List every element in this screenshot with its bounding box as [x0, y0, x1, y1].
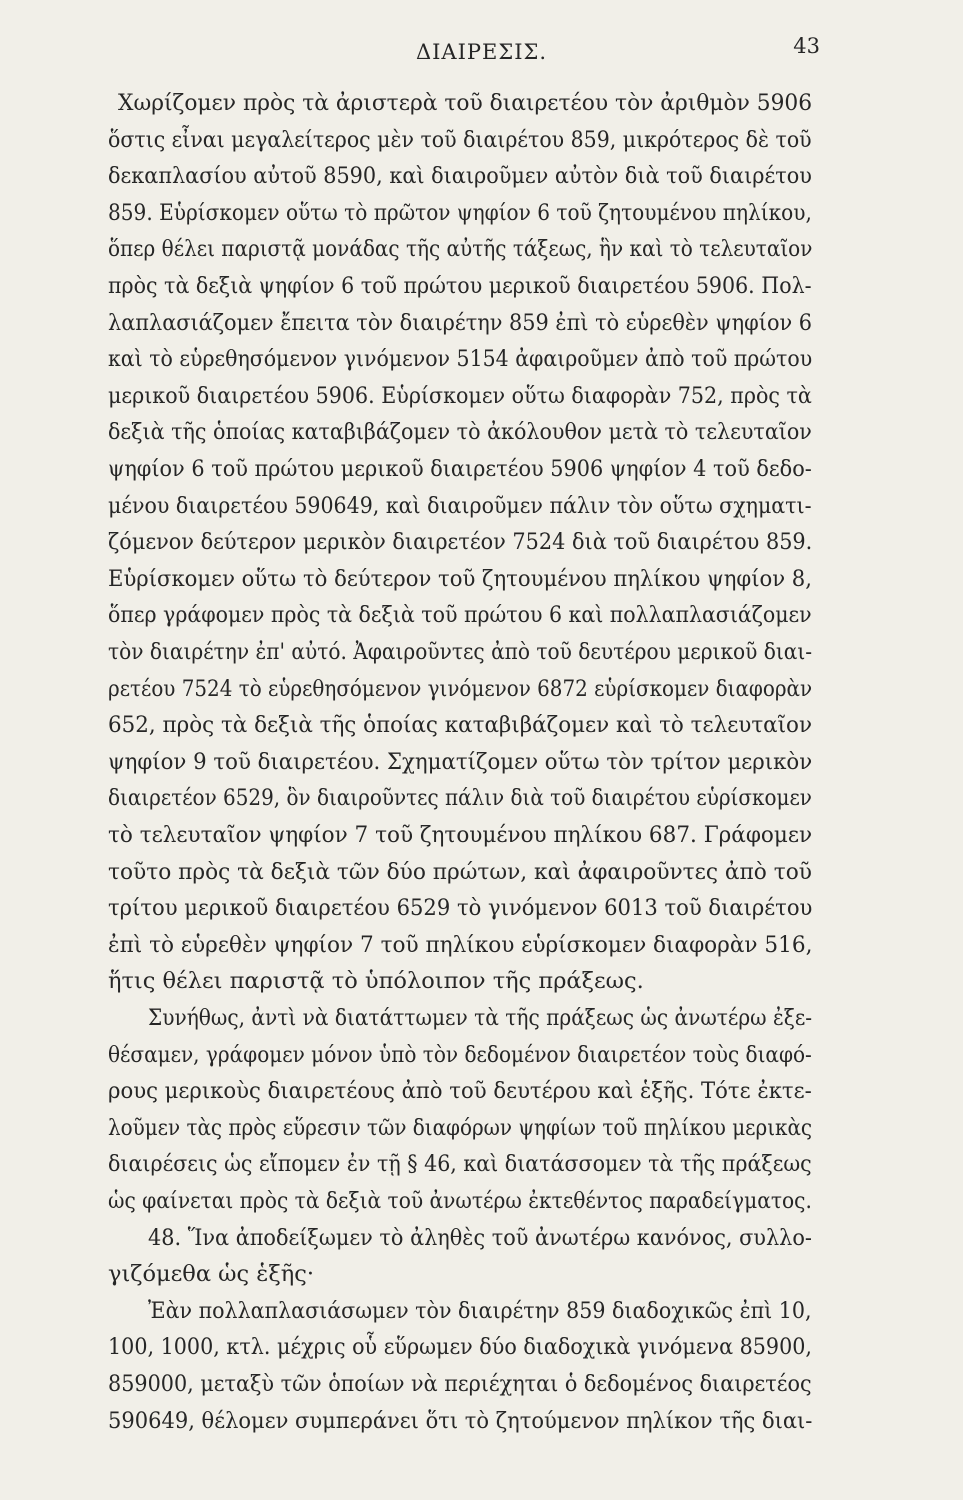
text-line: ρους μερικοὺς διαιρετέους ἀπὸ τοῦ δευτέρου καὶ ἑξῆς. Τότε ἐκτε-: [108, 1078, 812, 1105]
page-number: 43: [793, 34, 820, 58]
text-line: 652, πρὸς τὰ δεξιὰ τῆς ὁποίας καταβιβάζομεν καὶ τὸ τελευταῖον: [108, 712, 812, 739]
text-line: Συνήθως, ἀντὶ νὰ διατάττωμεν τὰ τῆς πράξεως ὡς ἀνωτέρω ἐξε-: [148, 1005, 813, 1031]
text-line: καὶ τὸ εὑρεθησόμενον γινόμενον 5154 ἀφαιροῦμεν ἀπὸ τοῦ πρώτου: [108, 346, 813, 373]
text-line: τρίτου μερικοῦ διαιρετέου 6529 τὸ γινόμενον 6013 τοῦ διαιρέτου: [108, 895, 813, 922]
text-line: τὸν διαιρέτην ἐπ' αὐτό. Ἀφαιροῦντες ἀπὸ τοῦ δευτέρου μερικοῦ διαι-: [108, 639, 813, 665]
text-line: ψηφίον 6 τοῦ πρώτου μερικοῦ διαιρετέου 5906 ψηφίον 4 τοῦ δεδο-: [108, 456, 812, 482]
text-line: ἥτις θέλει παριστᾷ τὸ ὑπόλοιπον τῆς πράξεως.: [108, 968, 644, 995]
text-line: γιζόμεθα ὡς ἑξῆς·: [108, 1261, 314, 1288]
text-line: λοῦμεν τὰς πρὸς εὕρεσιν τῶν διαφόρων ψηφίων τοῦ πηλίκου μερικὰς: [108, 1114, 813, 1141]
text-line: 100, 1000, κτλ. μέχρις οὗ εὕρωμεν δύο διαδοχικὰ γινόμενα 85900,: [108, 1334, 812, 1361]
running-head: ΔΙΑΙΡΕΣΙΣ.: [415, 40, 548, 64]
text-line: Ἐὰν πολλαπλασιάσωμεν τὸν διαιρέτην 859 διαδοχικῶς ἐπὶ 10,: [148, 1297, 812, 1324]
text-line: ὅστις εἶναι μεγαλείτερος μὲν τοῦ διαιρέτου 859, μικρότερος δὲ τοῦ: [108, 126, 812, 153]
text-line: τοῦτο πρὸς τὰ δεξιὰ τῶν δύο πρώτων, καὶ ἀφαιροῦντες ἀπὸ τοῦ: [108, 858, 812, 885]
text-line: ρετέου 7524 τὸ εὑρεθησόμενον γινόμενον 6872 εὑρίσκομεν διαφορὰν: [108, 675, 813, 702]
text-line: Εὑρίσκομεν οὕτω τὸ δεύτερον τοῦ ζητουμένου πηλίκου ψηφίον 8,: [108, 565, 812, 592]
text-line: πρὸς τὰ δεξιὰ ψηφίον 6 τοῦ πρώτου μερικοῦ διαιρετέου 5906. Πολ-: [108, 273, 812, 299]
text-line: ἐπὶ τὸ εὑρεθὲν ψηφίον 7 τοῦ πηλίκου εὑρίσκομεν διαφορὰν 516,: [108, 931, 813, 958]
text-line: τὸ τελευταῖον ψηφίον 7 τοῦ ζητουμένου πηλίκου 687. Γράφομεν: [108, 822, 813, 848]
text-line: μένου διαιρετέου 590649, καὶ διαιροῦμεν πάλιν τὸν οὕτω σχηματι-: [108, 492, 812, 519]
text-line: δεξιὰ τῆς ὁποίας καταβιβάζομεν τὸ ἀκόλουθον μετὰ τὸ τελευταῖον: [108, 419, 812, 446]
text-line: ζόμενον δεύτερον μερικὸν διαιρετέον 7524 διὰ τοῦ διαιρέτου 859.: [108, 529, 813, 556]
text-line: 859. Εὑρίσκομεν οὕτω τὸ πρῶτον ψηφίον 6 τοῦ ζητουμένου πηλίκου,: [108, 199, 812, 226]
text-line: ὡς φαίνεται πρὸς τὰ δεξιὰ τοῦ ἀνωτέρω ἐκτεθέντος παραδείγματος.: [108, 1188, 812, 1214]
text-line: Χωρίζομεν πρὸς τὰ ἀριστερὰ τοῦ διαιρετέου τὸν ἀριθμὸν 5906: [118, 90, 813, 116]
text-line: διαιρετέον 6529, ὃν διαιροῦντες πάλιν διὰ τοῦ διαιρέτου εὑρίσκομεν: [108, 785, 812, 812]
text-line: 590649, θέλομεν συμπεράνει ὅτι τὸ ζητούμενον πηλίκον τῆς διαι-: [108, 1407, 813, 1434]
text-line: ψηφίον 9 τοῦ διαιρετέου. Σχηματίζομεν οὕτω τὸν τρίτον μερικὸν: [108, 748, 813, 775]
text-line: ὅπερ γράφομεν πρὸς τὰ δεξιὰ τοῦ πρώτου 6 καὶ πολλαπλασιάζομεν: [108, 602, 812, 629]
text-line: δεκαπλασίου αὐτοῦ 8590, καὶ διαιροῦμεν αὐτὸν διὰ τοῦ διαιρέτου: [108, 163, 812, 190]
text-line: θέσαμεν, γράφομεν μόνον ὑπὸ τὸν δεδομένον διαιρετέον τοὺς διαφό-: [108, 1041, 812, 1068]
text-line: διαιρέσεις ὡς εἴπομεν ἐν τῇ § 46, καὶ διατάσσομεν τὰ τῆς πράξεως: [108, 1151, 812, 1178]
text-line: ὅπερ θέλει παριστᾷ μονάδας τῆς αὐτῆς τάξεως, ἣν καὶ τὸ τελευταῖον: [108, 236, 813, 263]
text-line: 48. Ἵνα ἀποδείξωμεν τὸ ἀληθὲς τοῦ ἀνωτέρω κανόνος, συλλο-: [148, 1224, 812, 1251]
text-line: 859000, μεταξὺ τῶν ὁποίων νὰ περιέχηται ὁ δεδομένος διαιρετέος: [108, 1371, 812, 1397]
text-line: λαπλασιάζομεν ἔπειτα τὸν διαιρέτην 859 ἐπὶ τὸ εὑρεθὲν ψηφίον 6: [108, 309, 813, 336]
text-line: μερικοῦ διαιρετέου 5906. Εὑρίσκομεν οὕτω διαφορὰν 752, πρὸς τὰ: [108, 382, 812, 409]
